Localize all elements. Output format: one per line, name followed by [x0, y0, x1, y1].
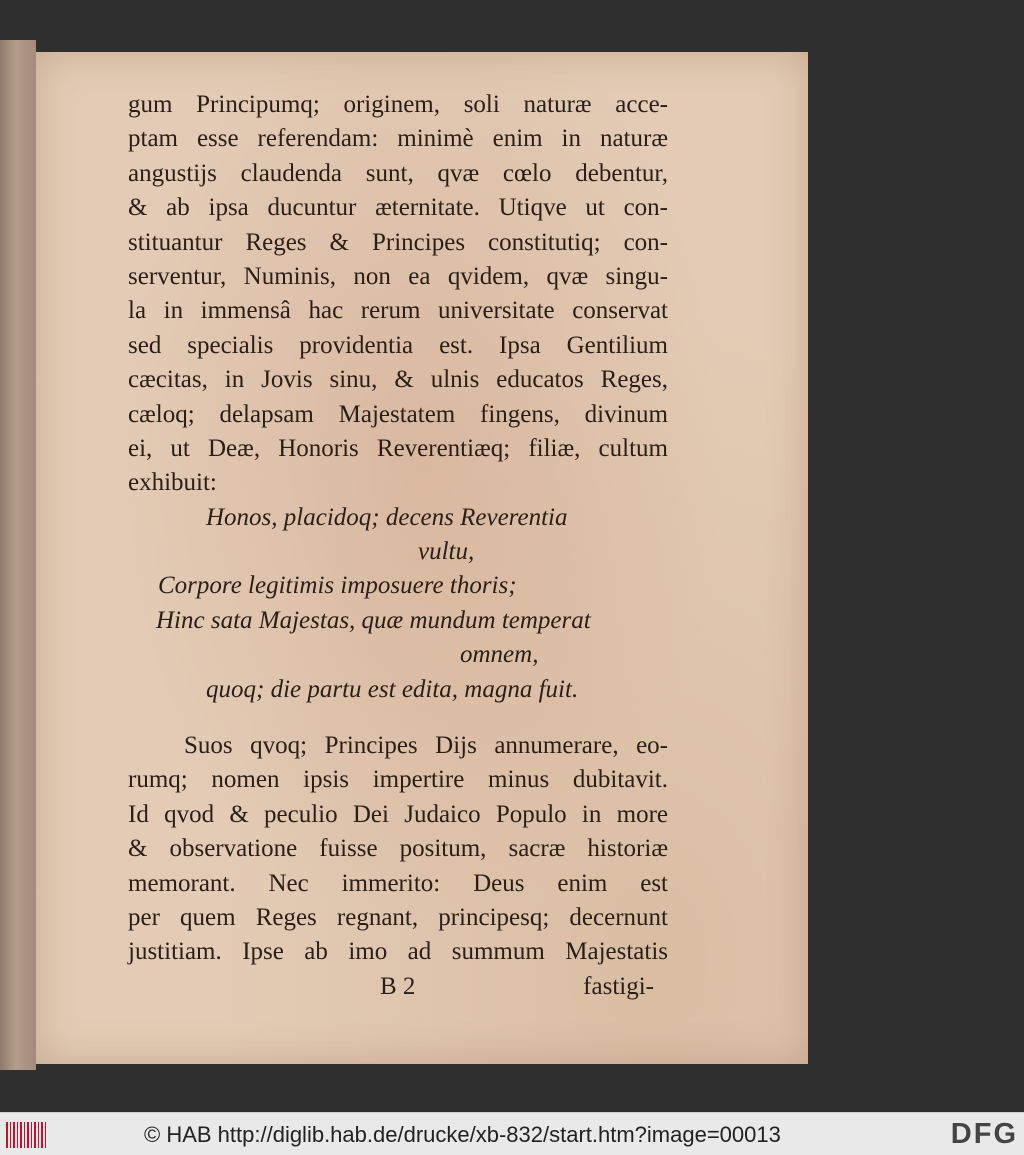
footer-bar — [0, 1112, 1024, 1155]
verse-line: quoq; die partu est edita, magna fuit. — [206, 675, 579, 703]
prose-line: gum Principumq; originem, soli naturæ acce- — [128, 91, 668, 118]
prose-line: justitiam. Ipse ab imo ad summum Majestatis — [128, 938, 668, 966]
verse-line: vultu, — [418, 538, 475, 566]
verse-line: Corpore legitimis imposuere thoris; — [158, 572, 517, 600]
prose-line: Id qvod & peculio Dei Judaico Populo in more — [128, 800, 668, 828]
prose-line: exhibuit: — [128, 469, 217, 497]
prose-line: cæcitas, in Jovis sinu, & ulnis educatos Reges, — [128, 366, 668, 394]
prose-line: la in immensâ hac rerum universitate conservat — [128, 297, 668, 325]
prose-line: cæloq; delapsam Majestatem fingens, divinum — [128, 400, 668, 428]
barcode-icon[interactable] — [6, 1122, 46, 1148]
dfg-logo[interactable]: DFG — [950, 1118, 1018, 1150]
signature-line — [128, 970, 668, 1004]
prose-line: & ab ipsa ducuntur æternitate. Utiqve ut con- — [128, 194, 668, 222]
prose-line: per quem Reges regnant, principesq; decernunt — [128, 903, 668, 931]
verse-line: Honos, placidoq; decens Reverentia — [206, 503, 568, 531]
prose-line: stituantur Reges & Principes constitutiq; con- — [128, 228, 668, 256]
prose-line: ptam esse referendam: minimè enim in naturæ — [128, 125, 668, 153]
catchword: fastigi- — [583, 972, 654, 1000]
prose-line: & observatione fuisse positum, sacræ historiæ — [128, 835, 668, 863]
prose-line: rumq; nomen ipsis impertire minus dubitavit. — [128, 766, 668, 794]
prose-line: angustijs claudenda sunt, qvæ cœlo debentur, — [128, 159, 668, 187]
prose-line: ei, ut Deæ, Honoris Reverentiæq; filiæ, cultum — [128, 434, 668, 462]
credit-link[interactable]: © HAB http://diglib.hab.de/drucke/xb-832/start.htm?image=00013 — [144, 1122, 781, 1147]
page-text — [128, 88, 668, 1004]
prose-line: sed specialis providentia est. Ipsa Gentilium — [128, 331, 668, 359]
stanza-gap — [128, 707, 668, 729]
previous-page-edge — [0, 40, 36, 1070]
verse-line: omnem, — [460, 641, 539, 669]
prose-line: serventur, Numinis, non ea qvidem, qvæ singu- — [128, 262, 668, 290]
verse-line: Hinc sata Majestas, quæ mundum temperat — [156, 606, 591, 634]
signature-mark: B 2 — [380, 972, 416, 1000]
prose-line: memorant. Nec immerito: Deus enim est — [128, 869, 668, 897]
prose-line: Suos qvoq; Principes Dijs annumerare, eo- — [184, 732, 668, 760]
